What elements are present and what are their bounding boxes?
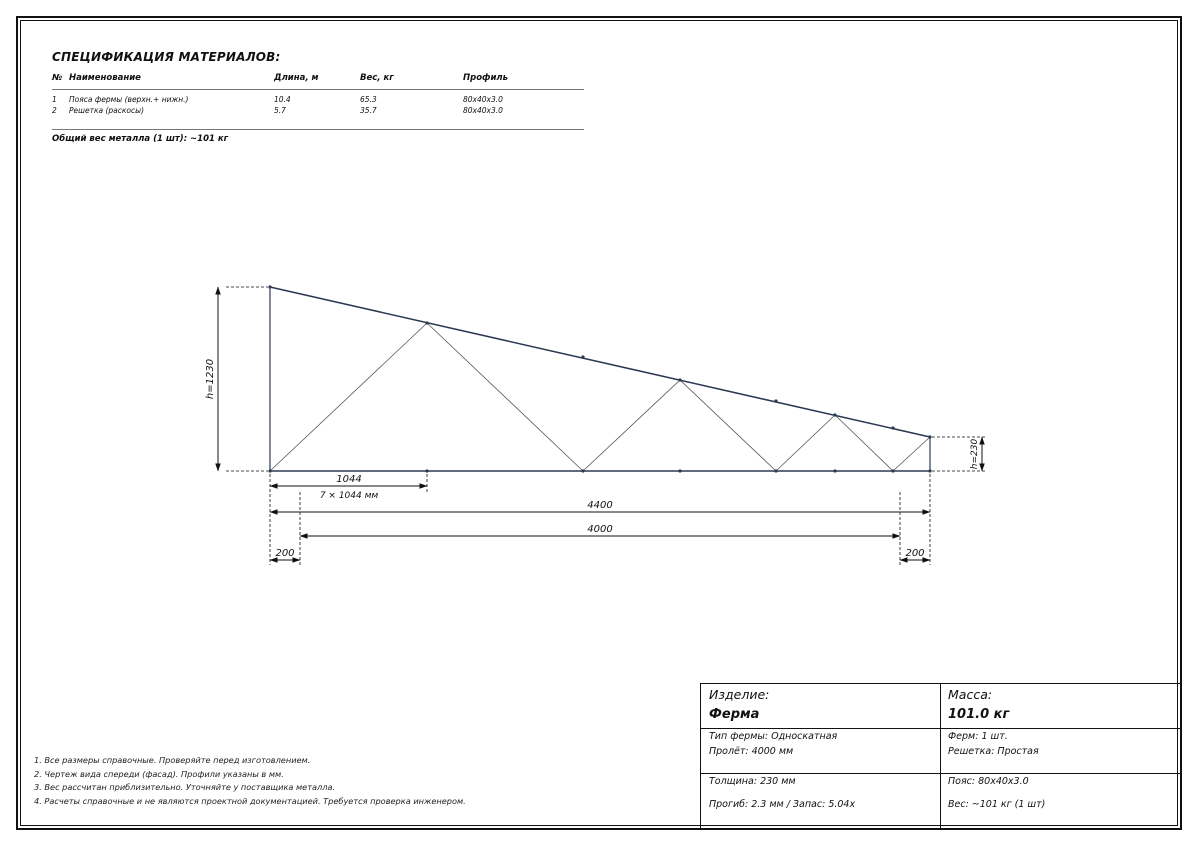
title-chord-profile: Пояс: 80x40x3.0 bbox=[948, 776, 1029, 787]
spec-header-length: Длина, м bbox=[274, 73, 360, 90]
spec-cell-length: 5.7 bbox=[274, 106, 286, 115]
title-truss-count: Ферм: 1 шт. bbox=[948, 731, 1008, 742]
title-mass-label: Масса: bbox=[948, 687, 993, 702]
truss-lattice bbox=[270, 323, 930, 471]
note-item: 4. Расчеты справочные и не являются проектной документацией. Требуется проверка инженером. bbox=[34, 796, 466, 807]
note-item: 3. Вес рассчитан приблизительно. Уточняйте у поставщика металла. bbox=[34, 782, 336, 793]
spec-header-weight: Вес, кг bbox=[360, 73, 463, 90]
dimension-label-span: 4000 bbox=[587, 524, 613, 535]
title-product-value: Ферма bbox=[709, 707, 760, 722]
spec-cell-weight: 35.7 bbox=[360, 106, 377, 115]
title-weight: Вес: ~101 кг (1 шт) bbox=[948, 799, 1046, 810]
title-product-label: Изделие: bbox=[709, 687, 770, 702]
title-block bbox=[700, 683, 1181, 829]
spec-total-weight: Общий вес металла (1 шт): ~101 кг bbox=[52, 134, 229, 144]
spec-cell-number: 2 bbox=[52, 106, 57, 115]
spec-header-profile: Профиль bbox=[463, 73, 584, 90]
spec-header-name: Наименование bbox=[69, 73, 274, 90]
truss-top-chord bbox=[270, 287, 930, 437]
dimension-label-overhang-right: 200 bbox=[905, 548, 925, 559]
dimension-label-panel-note: 7 × 1044 мм bbox=[319, 491, 379, 501]
spec-header-number: № bbox=[52, 73, 69, 90]
title-truss-type: Тип фермы: Односкатная bbox=[709, 731, 838, 742]
spec-cell-name: Решетка (раскосы) bbox=[69, 106, 144, 115]
spec-cell-profile: 80x40x3.0 bbox=[463, 106, 503, 115]
drawing-notes bbox=[34, 754, 466, 809]
dimension-label-height-left: h=1230 bbox=[205, 358, 216, 400]
title-thickness: Толщина: 230 мм bbox=[709, 776, 796, 787]
title-mass-value: 101.0 кг bbox=[948, 707, 1010, 722]
spec-cell-number: 1 bbox=[52, 94, 57, 104]
dimension-label-panel: 1044 bbox=[336, 474, 362, 485]
dimension-label-overhang-left: 200 bbox=[275, 548, 295, 559]
spec-cell-length: 10.4 bbox=[274, 94, 291, 104]
title-lattice-type: Решетка: Простая bbox=[948, 746, 1039, 757]
title-deflection: Прогиб: 2.3 мм / Запас: 5.04x bbox=[709, 799, 856, 810]
spec-title: СПЕЦИФИКАЦИЯ МАТЕРИАЛОВ: bbox=[52, 50, 281, 64]
note-item: 1. Все размеры справочные. Проверяйте перед изготовлением. bbox=[34, 755, 311, 765]
dimension-label-overall: 4400 bbox=[587, 500, 613, 511]
spec-cell-name: Пояса фермы (верхн.+ нижн.) bbox=[69, 94, 189, 104]
spec-cell-profile: 80x40x3.0 bbox=[463, 94, 503, 104]
dimension-label-height-right: h=230 bbox=[970, 438, 980, 470]
spec-cell-weight: 65.3 bbox=[360, 94, 377, 104]
title-span: Пролёт: 4000 мм bbox=[709, 746, 794, 757]
note-item: 2. Чертеж вида спереди (фасад). Профили указаны в мм. bbox=[34, 768, 284, 779]
